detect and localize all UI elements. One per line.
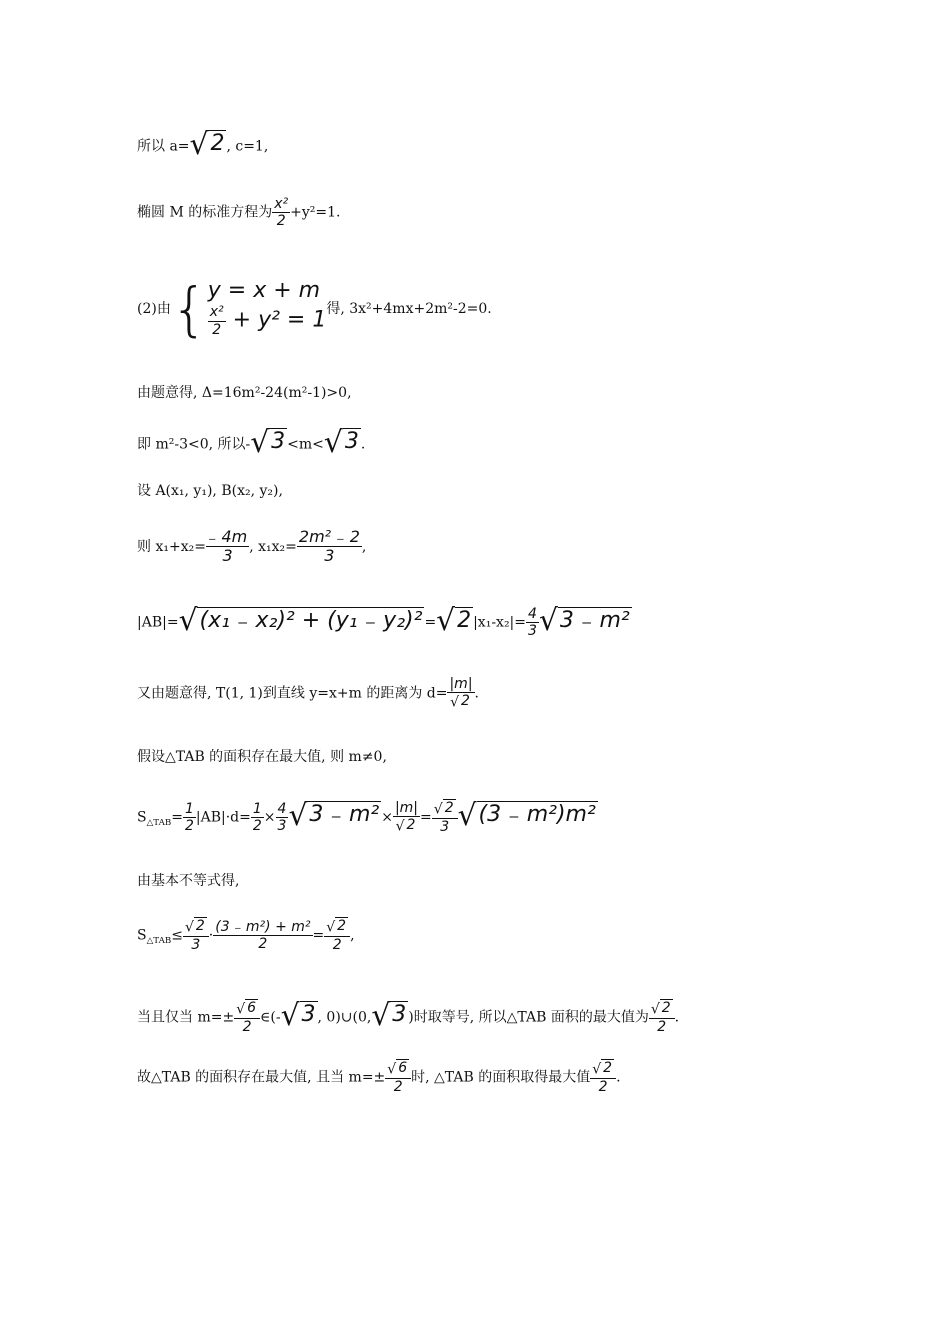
fraction: $\frac{\text{x²}}{2}$ [274, 196, 289, 230]
text: 即 m²-3<0, 所以- [137, 436, 251, 453]
fraction: $\frac{|m|}{√ 2}$ [449, 676, 473, 711]
text: 所以 a= [137, 138, 190, 155]
sqrt-expr: √3 [323, 425, 359, 460]
line-2 [137, 196, 341, 229]
text: , x₁x₂= [249, 538, 297, 555]
line-3 [137, 275, 492, 343]
text: |AB|= [137, 614, 179, 631]
fraction: $\frac{√ 6}{2}$ [385, 1060, 411, 1095]
sqrt-expr: √3 ₋ m² [538, 603, 630, 639]
text: . [616, 1069, 621, 1086]
text: . [474, 685, 479, 702]
subscript: △TAB [146, 818, 172, 829]
text: · [208, 927, 214, 944]
fraction: $\frac{1}{2}$ [252, 800, 262, 834]
sqrt-expr: √3 [371, 998, 407, 1033]
text: 则 x₁+x₂= [137, 538, 206, 555]
text: 椭圆 M 的标准方程为 [137, 204, 273, 221]
fraction: $\frac{√ 2}{3}$ [432, 800, 458, 835]
line-7 [137, 528, 366, 566]
fraction: $\frac{√ 2}{2}$ [590, 1060, 616, 1095]
fraction: $\frac{√ 2}{2}$ [649, 1000, 675, 1035]
fraction: $\frac{√ 6}{2}$ [234, 1000, 260, 1035]
fraction: $\frac{√ 2}{2}$ [324, 918, 350, 953]
text: , 0)∪(0, [317, 1009, 372, 1026]
sqrt-expr: √2 [189, 127, 225, 162]
fraction: $\frac{|m|}{√ 2}$ [394, 800, 419, 835]
text: S [137, 809, 147, 826]
sqrt-expr: √(3 ₋ m²)m² [457, 798, 596, 833]
line-5 [137, 425, 366, 460]
text: . [674, 1009, 680, 1026]
text: , [350, 927, 355, 944]
line-15 [137, 1060, 621, 1095]
line-12: 由基本不等式得, [137, 873, 240, 889]
sqrt-expr: √3 [250, 425, 286, 460]
text: × [381, 809, 393, 826]
subscript: △TAB [146, 936, 172, 947]
fraction: $\frac{\text{(3 ₋ m²) + m²}}{2}$ [215, 918, 311, 952]
text: = [171, 809, 183, 826]
fraction: $\frac{\text{2m² ₋ 2}}{3}$ [298, 527, 360, 566]
text: |x₁-x₂|= [473, 614, 527, 631]
text: )时取等号, 所以△TAB 面积的最大值为 [408, 1009, 649, 1026]
text: × [263, 809, 276, 826]
line-11 [137, 800, 598, 835]
line-10: 假设△TAB 的面积存在最大值, 则 m≠0, [137, 749, 387, 765]
sqrt-expr: √(x₁ ₋ x₂)² + (y₁ ₋ y₂)² [178, 603, 423, 639]
text: = [424, 614, 437, 631]
text: 时, △TAB 的面积取得最大值 [411, 1069, 591, 1086]
text: ≤ [171, 927, 183, 944]
text: +y²=1. [290, 204, 341, 221]
text: 当且仅当 m=± [137, 1009, 235, 1026]
text: ∈(- [260, 1009, 281, 1026]
text: (2)由 [137, 301, 171, 317]
line-8 [137, 603, 632, 640]
text: S [137, 927, 147, 944]
sqrt-expr: √3 [280, 998, 316, 1033]
line-9 [137, 676, 479, 711]
text: . [360, 436, 366, 453]
text: 又由题意得, T(1, 1)到直线 y=x+m 的距离为 d= [137, 685, 448, 702]
text: , c=1, [226, 138, 269, 155]
text: = [312, 927, 325, 944]
text: |AB|·d= [195, 809, 251, 826]
line-13 [137, 918, 355, 953]
sqrt-expr: √2 [436, 603, 472, 639]
line-4: 由题意得, Δ=16m²-24(m²-1)>0, [137, 385, 352, 401]
fraction: $\frac{4}{3}$ [528, 606, 537, 640]
text: <m< [287, 436, 324, 453]
text: 故△TAB 的面积存在最大值, 且当 m=± [137, 1069, 386, 1086]
line-14 [137, 1000, 679, 1035]
fraction: $\frac{√ 2}{3}$ [183, 918, 209, 953]
text: , [361, 538, 367, 555]
line-1 [137, 127, 269, 162]
sqrt-expr: √3 ₋ m² [288, 798, 380, 833]
fraction: $\frac{_- 4m}{3}$ [207, 527, 248, 566]
fraction: $\frac{1}{2}$ [184, 800, 194, 834]
equation-system: { y = x + m $\frac{\text{x²}}{2}$ + y² = 1 [170, 275, 327, 343]
fraction: $\frac{4}{3}$ [277, 800, 287, 834]
line-6: 设 A(x₁, y₁), B(x₂, y₂), [137, 483, 283, 499]
text: 得, 3x²+4mx+2m²-2=0. [326, 301, 492, 317]
text: = [420, 809, 432, 826]
